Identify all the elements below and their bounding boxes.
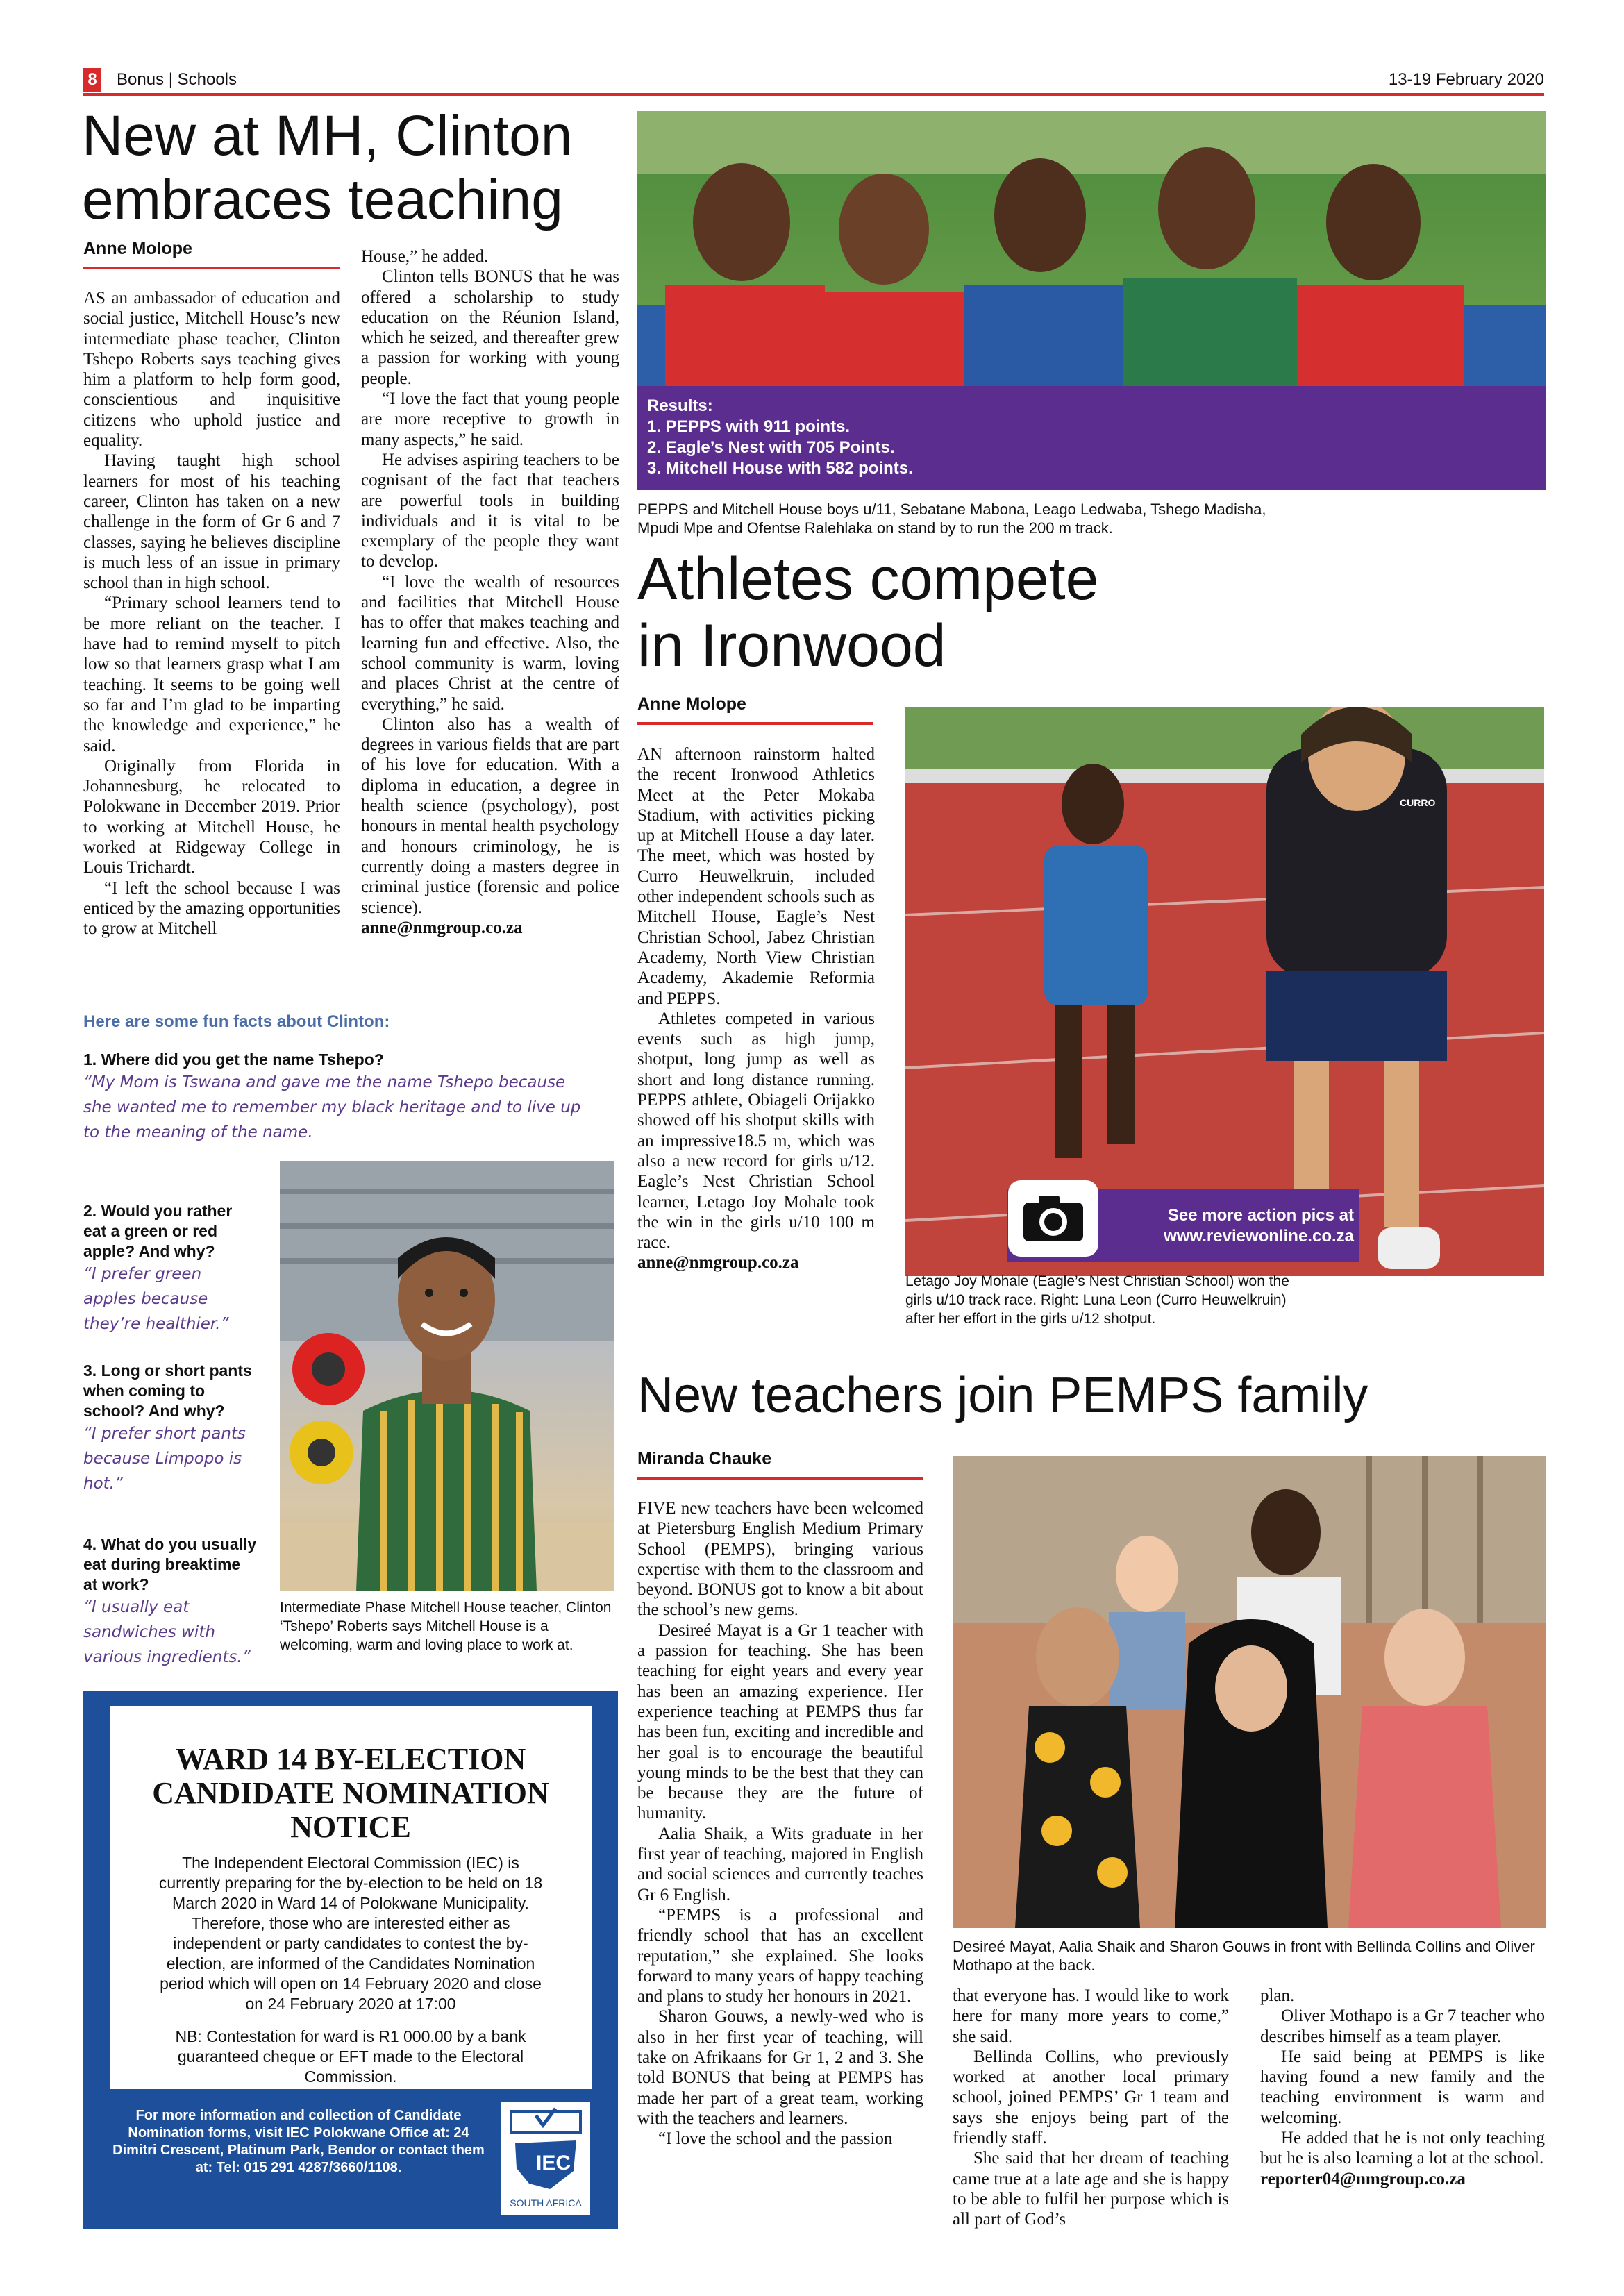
- pemps-photo-caption: Desireé Mayat, Aalia Shaik and Sharon Gouws in front with Bellinda Collins and Oliver Mothapo at the back.: [953, 1938, 1535, 1974]
- section-label: Bonus | Schools: [117, 70, 237, 89]
- camera-glyph: [1008, 1180, 1098, 1257]
- paragraph: He added that he is not only teaching but he is also learning a lot at the school.: [1260, 2129, 1545, 2168]
- paragraph: AS an ambassador of education and social justice, Mitchell House’s new intermediate phase teacher, Clinton Tshepo Roberts says teaching gives him a platform to help form good, conscientious and inquisitive citizens who uphold justice and equality.: [83, 289, 340, 451]
- paragraph: “I love the school and the passion: [658, 2129, 893, 2149]
- clinton-photo-caption: Intermediate Phase Mitchell House teacher, Clinton ‘Tshepo’ Roberts says Mitchell House is a welcoming, warm and loving place to work at.: [280, 1600, 612, 1653]
- clinton-column-1: [83, 288, 340, 939]
- promo-line: See more action pics at: [1167, 1206, 1354, 1225]
- iec-title-line: CANDIDATE NOMINATION: [152, 1776, 549, 1810]
- paragraph: Clinton also has a wealth of degrees in various fields that are part of his love for education. With a diploma in education, a degree in health science (psychology), post honours in mental health psychology and honours criminology, he is currently doing a masters degree in criminal justice (forensic and police science).: [361, 714, 619, 917]
- answer: “My Mom is Tswana and gave me the name Tshepo because she wanted me to remember my black heritage and to live up to the meaning of the name.: [83, 1073, 581, 1141]
- result-item: 1. PEPPS with 911 points.: [647, 417, 851, 436]
- question: 2. Would you rather eat a green or red apple? And why?: [83, 1202, 233, 1260]
- paragraph: AN afternoon rainstorm halted the recent Ironwood Athletics Meet at the Peter Mokaba Stadium, with activities picking up at Mitchell House a day later. The meet, which was hosted by Curro Heuwelkruin, included other independent schools such as Mitchell House, Eagle’s Nest Christian School, Jabez Christian Academy, North View Christian Academy, Akademie Reformia and PEPPS.: [637, 745, 875, 1008]
- pemps-column-2: [953, 1986, 1229, 2230]
- iec-logo: [501, 2102, 590, 2215]
- paragraph: that everyone has. I would like to work here for many more years to come,” she said.: [953, 1986, 1229, 2046]
- clinton-column-2: [361, 246, 619, 938]
- author-email[interactable]: anne@nmgroup.co.za: [361, 918, 523, 937]
- author-email[interactable]: reporter04@nmgroup.co.za: [1260, 2169, 1466, 2188]
- pemps-column-1: [637, 1498, 923, 2150]
- qa-3: [83, 1361, 257, 1496]
- paragraph: Sharon Gouws, a newly-wed who is also in her first year of teaching, will take on Afrikaans for Gr 1, 2 and 3. She told BONUS that being at PEMPS has made her part of a great team, working with the teachers and learners.: [637, 2007, 923, 2128]
- paragraph: “I left the school because I was enticed by the amazing opportunities to grow at Mitchell: [83, 878, 340, 939]
- iec-footer-text: For more information and collection of Candidate Nomination forms, visit IEC Polokwane Office at: 24 Dimitri Crescent, Platinum Park, Bendor or contact them at: Tel: 015 291 4287/3660/1108.: [112, 2108, 485, 2175]
- question: 1. Where did you get the name Tshepo?: [83, 1050, 384, 1069]
- promo-text: [1111, 1205, 1354, 1247]
- paragraph: Originally from Florida in Johannesburg, he relocated to Polokwane in December 2019. Prior to working at Mitchell House, he worked at Ridgeway College in Louis Trichardt.: [83, 756, 340, 878]
- clinton-byline: Anne Molope: [83, 239, 192, 258]
- qa-1: [83, 1050, 597, 1145]
- question: 3. Long or short pants when coming to school? And why?: [83, 1361, 252, 1420]
- paragraph: Bellinda Collins, who previously worked at another local primary school, joined PEMPS’ Gr 1 team and says she enjoys being part of the friendly staff.: [953, 2047, 1229, 2148]
- qa-4: [83, 1534, 257, 1670]
- iec-title: [110, 1742, 592, 1844]
- paragraph: Having taught high school learners for most of his teaching career, Clinton has taken on a new challenge in the form of Gr 6 and 7 classes, saying he believes discipline is much less of an issue in primary school than in high school.: [83, 451, 340, 593]
- paragraph: “I love the wealth of resources and facilities that Mitchell House has to offer that makes teaching and learning fun and effective. Also, the school community is warm, loving and places Christ at the centre of everything,” he said.: [361, 572, 619, 714]
- results-list: [647, 396, 913, 479]
- iec-paragraph-2: NB: Contestation for ward is R1 000.00 by a bank guaranteed cheque or EFT made to the Electoral Commission.: [175, 2027, 526, 2086]
- clinton-photo: [280, 1161, 614, 1591]
- clinton-headline-line1: New at MH, Clinton: [82, 104, 573, 167]
- athletes-headline-line2: in Ironwood: [637, 612, 946, 679]
- athletes-group-photo: [637, 111, 1546, 389]
- pemps-headline: New teachers join PEMPS family: [637, 1368, 1368, 1423]
- paragraph: “I love the fact that young people are more receptive to growth in many aspects,” he said.: [361, 389, 619, 449]
- teachers-photo-illustration: [953, 1456, 1546, 1928]
- pemps-byline: Miranda Chauke: [637, 1449, 772, 1468]
- author-email[interactable]: anne@nmgroup.co.za: [637, 1253, 799, 1273]
- iec-title-line: NOTICE: [290, 1810, 411, 1844]
- paragraph: Clinton tells BONUS that he was offered a scholarship to study education on the Réunion Island, which he seized, and thereafter grew a passion for working with young people.: [361, 267, 619, 388]
- fun-facts-title: Here are some fun facts about Clinton:: [83, 1012, 390, 1031]
- results-banner: [637, 386, 1546, 490]
- answer: “I prefer green apples because they’re healthier.”: [83, 1265, 229, 1333]
- results-title: Results:: [647, 396, 713, 415]
- shirt-logo-text: CURRO: [1400, 797, 1436, 808]
- paragraph: Desireé Mayat is a Gr 1 teacher with a passion for teaching. She has been teaching for eight years and every year has been an amazing experience. Her experience teaching at PEMPS thus far has been fun, exciting and incredible and her goal is to encourage the beautiful young minds to be the best that they can be because they are the future of humanity.: [637, 1620, 923, 1823]
- clinton-byline-rule: [83, 267, 340, 269]
- pemps-teachers-photo: [953, 1456, 1546, 1928]
- paragraph: “PEMPS is a professional and friendly school that has an excellent reputation,” she explained. She looks forward to many years of happy teaching and plans to study her honours in 2021.: [637, 1905, 923, 2006]
- group-photo-illustration: [637, 111, 1546, 389]
- athletes-byline: Anne Molope: [637, 694, 746, 714]
- pemps-column-3: [1260, 1986, 1545, 2189]
- paragraph: House,” he added.: [361, 247, 489, 266]
- group-photo-caption: PEPPS and Mitchell House boys u/11, Sebatane Mabona, Leago Ledwaba, Tshego Madisha, Mpudi Mpe and Ofentse Ralehlaka on stand by to run the 200 m track.: [637, 501, 1266, 537]
- iec-logo-text: IEC: [536, 2152, 571, 2175]
- athletes-headline-line1: Athletes compete: [637, 546, 1099, 612]
- iec-notice-panel: [110, 1706, 592, 2089]
- iec-ballot-icon: [501, 2102, 590, 2199]
- paragraph: FIVE new teachers have been welcomed at Pietersburg English Medium Primary School (PEMPS), bringing various expertise with them to the classroom and beyond. BONUS got to know a bit about the school’s new gems.: [637, 1499, 923, 1620]
- athletes-headline: [637, 546, 1248, 679]
- qa-2: [83, 1201, 257, 1336]
- iec-title-line: WARD 14 BY-ELECTION: [175, 1742, 526, 1776]
- clinton-headline: [82, 104, 651, 232]
- paragraph: Aalia Shaik, a Wits graduate in her first year of teaching, majored in English and social sciences and currently teaches Gr 6 English.: [637, 1824, 923, 1904]
- camera-icon: [1008, 1180, 1098, 1257]
- promo-link[interactable]: www.reviewonline.co.za: [1164, 1227, 1354, 1246]
- paragraph: He said being at PEMPS is like having found a new family and the teaching environment is warm and welcoming.: [1260, 2047, 1545, 2127]
- portrait-illustration: [280, 1161, 614, 1591]
- result-item: 2. Eagle’s Nest with 705 Points.: [647, 438, 895, 457]
- header-rule: [83, 93, 1544, 96]
- pemps-byline-rule: [637, 1477, 923, 1480]
- page-number-badge: 8: [83, 68, 101, 92]
- paragraph: Oliver Mothapo is a Gr 7 teacher who describes himself as a team player.: [1260, 2006, 1545, 2046]
- answer: “I prefer short pants because Limpopo is hot.”: [83, 1425, 246, 1493]
- iec-advert: [83, 1691, 618, 2229]
- answer: “I usually eat sandwiches with various ingredients.”: [83, 1598, 251, 1666]
- iec-paragraph-1: The Independent Electoral Commission (IEC) is currently preparing for the by-election to be held on 18 March 2020 in Ward 14 of Polokwane Municipality. Therefore, those who are interested either as independent or party candidates to contest the by-election, are informed of the Candidates Nomination period which will open on 14 February 2020 and close on 24 February 2020 at 17:00: [158, 1854, 543, 2013]
- paragraph: She said that her dream of teaching came true at a late age and she is happy to be able to fulfil her purpose which is all part of God’s: [953, 2149, 1229, 2229]
- paragraph: He advises aspiring teachers to be cognisant of the fact that teachers are powerful tools in building individuals and it is vital to be exemplary of the people they want to develop.: [361, 450, 619, 571]
- athletes-body: [637, 744, 875, 1273]
- iec-logo-subtext: SOUTH AFRICA: [510, 2197, 582, 2209]
- runner-photo-caption: Letago Joy Mohale (Eagle’s Nest Christian School) won the girls u/10 track race. Right: Luna Leon (Curro Heuwelkruin) after her effort in the girls u/12 shotput.: [905, 1273, 1289, 1327]
- athletes-byline-rule: [637, 722, 873, 725]
- issue-date: 13-19 February 2020: [1388, 70, 1544, 89]
- paragraph: plan.: [1260, 1986, 1295, 2005]
- paragraph: Athletes competed in various events such as high jump, shotput, long jump as well as short and long distance running. PEPPS athlete, Obiageli Orijakko showed off his shotput skills with an impressive18.5 m, which was also a new record for girls u/12. Eagle’s Nest Christian School learner, Letago Joy Mohale took the win in the girls u/10 100 m race.: [637, 1009, 875, 1252]
- clinton-headline-line2: embraces teaching: [82, 168, 563, 231]
- question: 4. What do you usually eat during breaktime at work?: [83, 1535, 257, 1593]
- result-item: 3. Mitchell House with 582 points.: [647, 459, 913, 478]
- paragraph: “Primary school learners tend to be more reliant on the teacher. I have had to remind myself to pitch low so that learners grasp what I am teaching. It seems to be going well so far and I’m glad to be imparting the knowledge and experience,” he said.: [83, 594, 340, 755]
